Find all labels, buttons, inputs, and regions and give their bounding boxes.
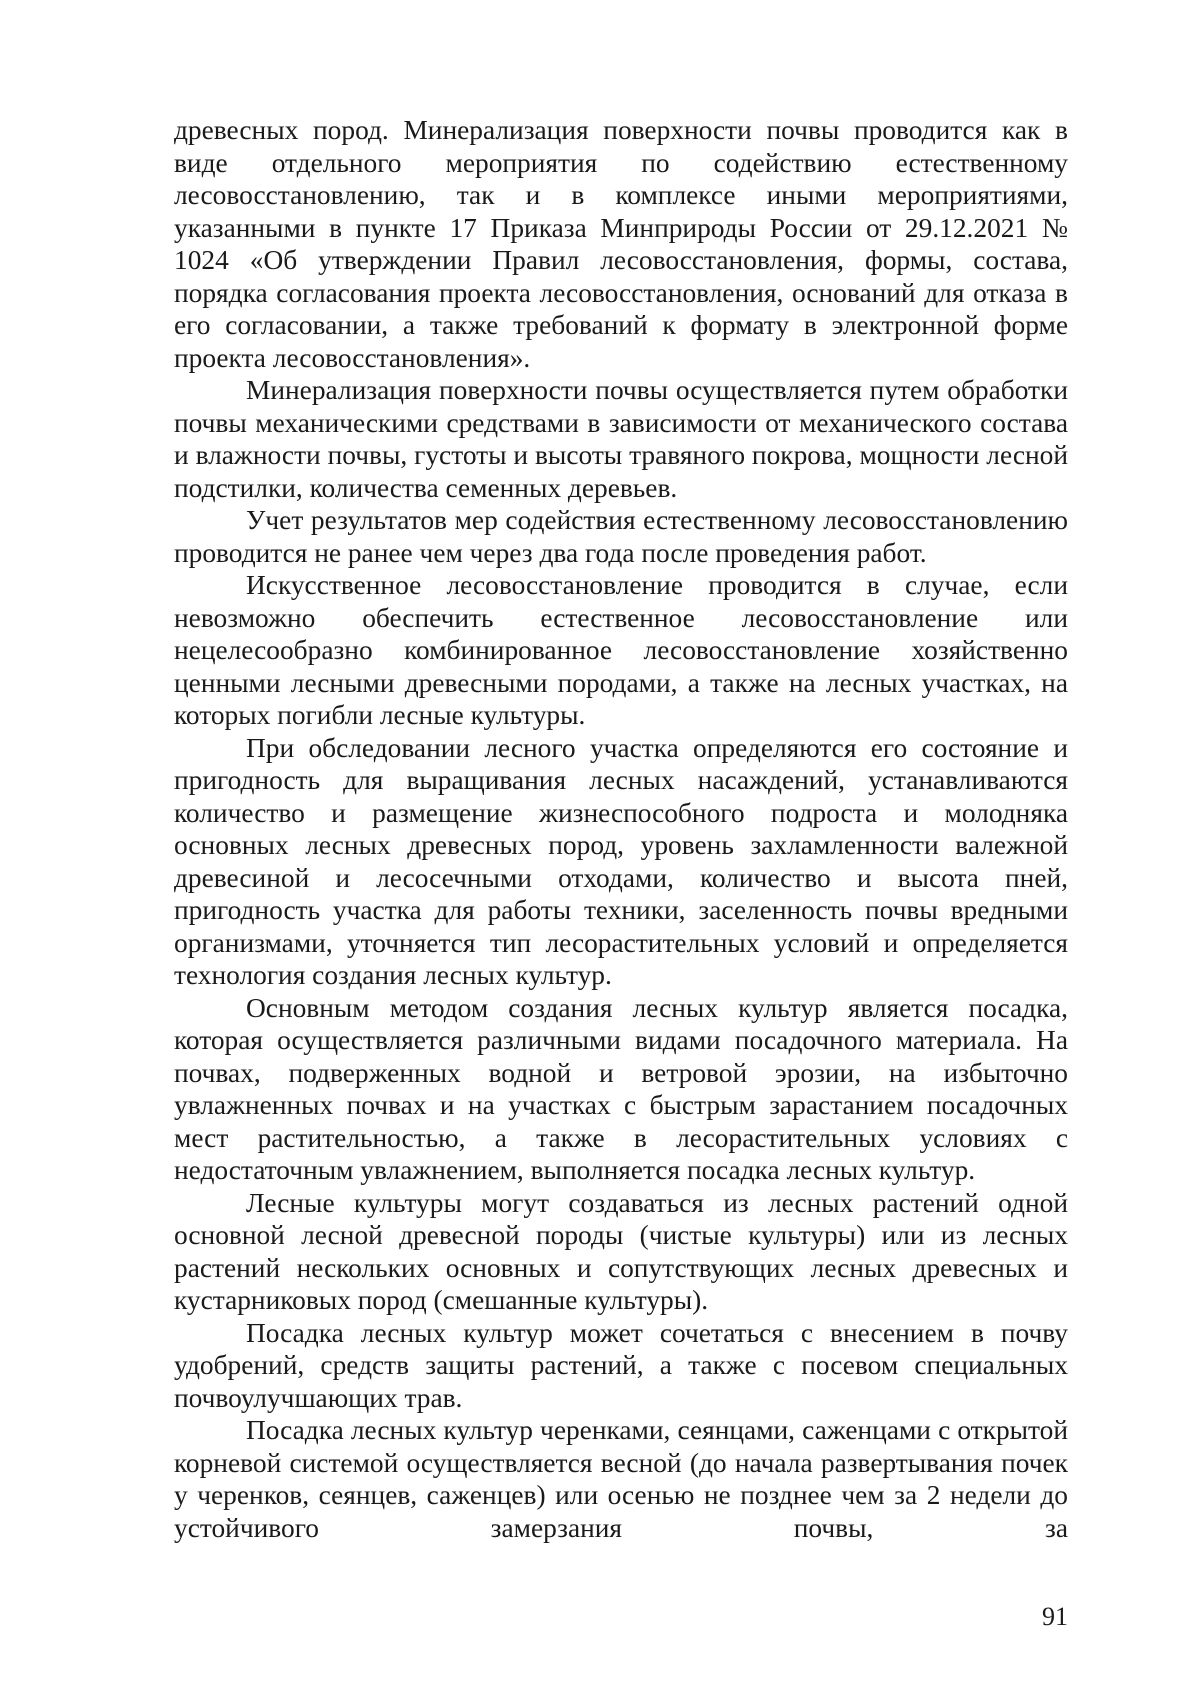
document-body [174, 114, 1068, 1544]
paragraph-2: Минерализация поверхности почвы осуществляется путем обработки почвы механическими средствами в зависимости от механического состава и влажности почвы, густоты и высоты травяного покрова, мощности лесной подстилки, количества семенных деревьев. [174, 375, 1068, 503]
paragraph-6: Основным методом создания лесных культур является посадка, которая осуществляется различными видами посадочного материала. На почвах, подверженных водной и ветровой эрозии, на избыточно увлажненных почвах и на участках с быстрым зарастанием посадочных мест растительностью, а также в лесорастительных условиях с недостаточным увлажнением, выполняется посадка лесных культур. [174, 992, 1068, 1185]
paragraph-8: Посадка лесных культур может сочетаться с внесением в почву удобрений, средств защиты растений, а также с посевом специальных почвоулучшающих трав. [174, 1317, 1068, 1413]
paragraph-1: древесных пород. Минерализация поверхности почвы проводится как в виде отдельного мероприятия по содействию естественному лесовосстановлению, так и в комплексе иными мероприятиями, указанными в пункте 17 Приказа Минприроды России от 29.12.2021 № 1024 «Об утверждении Правил лесовосстановления, формы, состава, порядка согласования проекта лесовосстановления, оснований для отказа в его согласовании, а также требований к формату в электронной форме проекта лесовосстановления». [174, 115, 1068, 373]
paragraph-5: При обследовании лесного участка определяются его состояние и пригодность для выращивания лесных насаждений, устанавливаются количество и размещение жизнеспособного подроста и молодняка основных лесных древесных пород, уровень захламленности валежной древесиной и лесосечными отходами, количество и высота пней, пригодность участка для работы техники, заселенность почвы вредными организмами, уточняется тип лесорастительных условий и определяется технология создания лесных культур. [174, 732, 1068, 990]
page-number: 91 [1042, 1602, 1068, 1631]
paragraph-7: Лесные культуры могут создаваться из лесных растений одной основной лесной древесной породы (чистые культуры) или из лесных растений нескольких основных и сопутствующих лесных древесных и кустарниковых пород (смешанные культуры). [174, 1187, 1068, 1315]
paragraph-4: Искусственное лесовосстановление проводится в случае, если невозможно обеспечить естественное лесовосстановление или нецелесообразно комбинированное лесовосстановление хозяйственно ценными лесными древесными породами, а также на лесных участках, на которых погибли лесные культуры. [174, 570, 1068, 730]
paragraph-3: Учет результатов мер содействия естественному лесовосстановлению проводится не ранее чем через два года после проведения работ. [174, 505, 1068, 568]
paragraph-9: Посадка лесных культур черенками, сеянцами, саженцами с открытой корневой системой осуществляется весной (до начала развертывания почек у черенков, сеянцев, саженцев) или осенью не позднее чем за 2 недели до устойчивого замерзания почвы, за [174, 1415, 1068, 1543]
